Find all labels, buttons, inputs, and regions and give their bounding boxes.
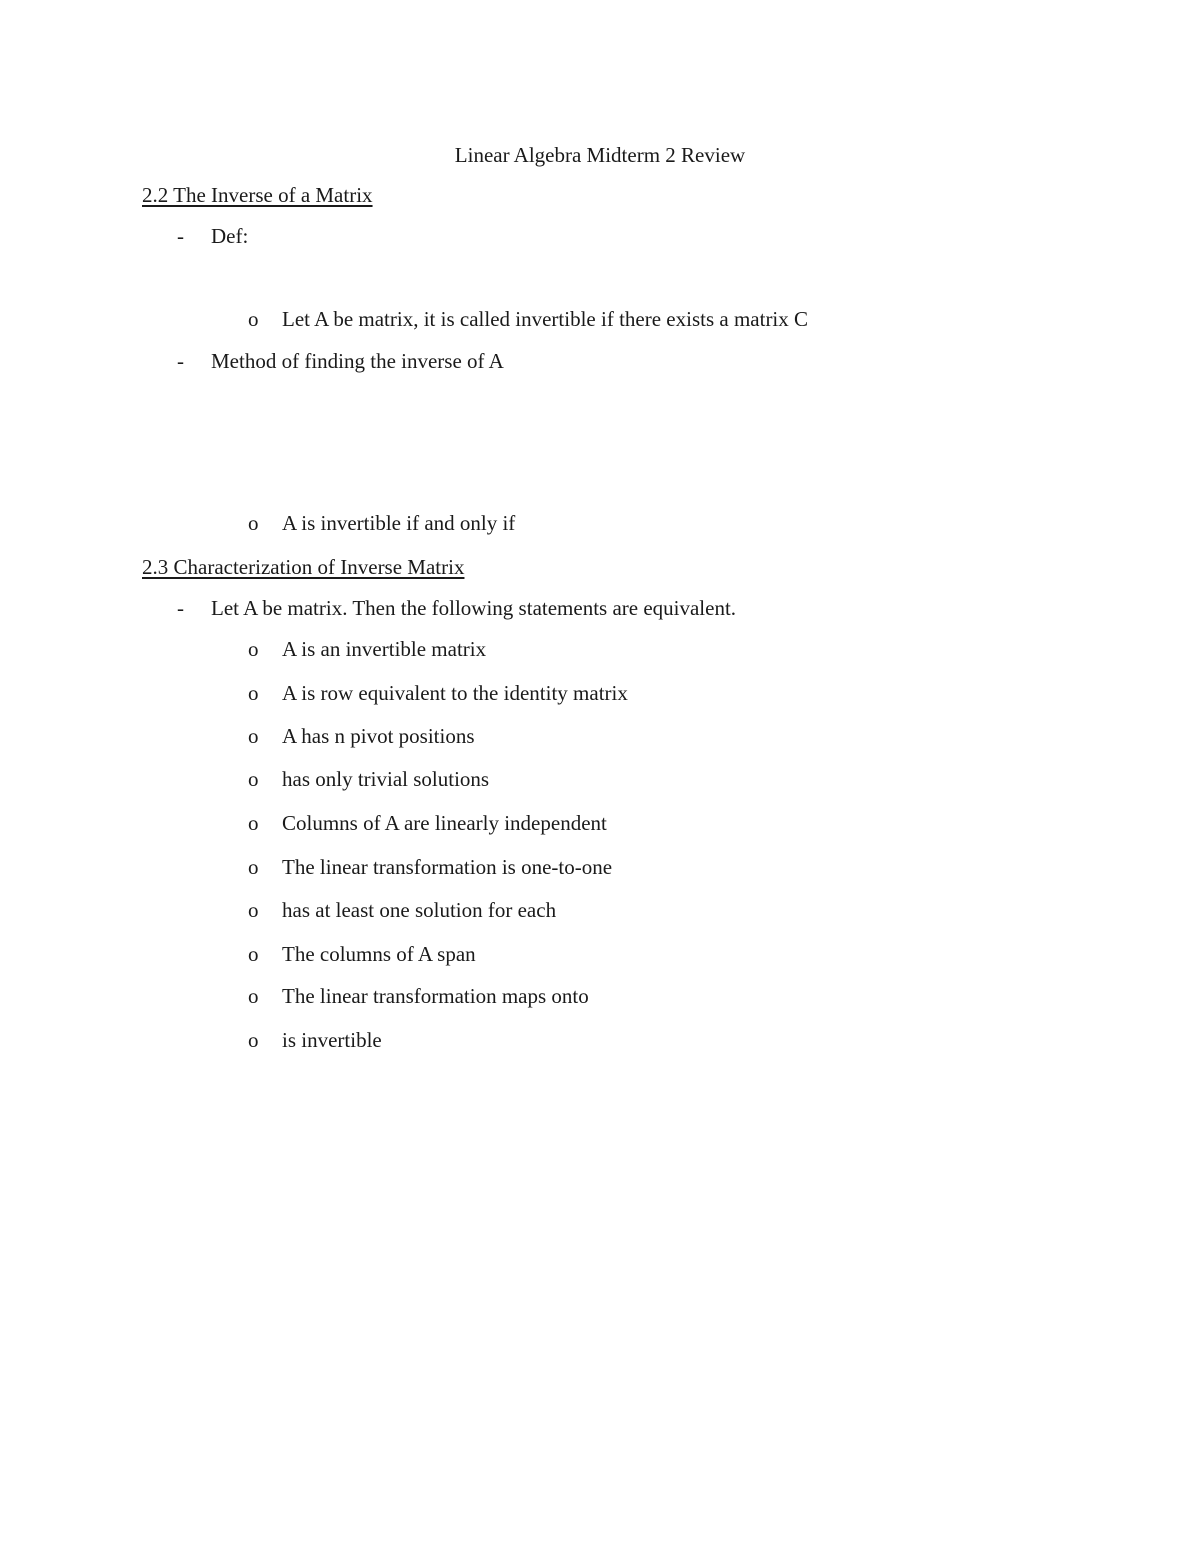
def-label: Def: [211, 224, 249, 248]
bullet-marker: o [248, 307, 259, 331]
list-item-text: A has n pivot positions [282, 724, 475, 748]
bullet-marker: o [248, 681, 259, 705]
method-bullet-text: A is invertible if and only if [282, 511, 516, 535]
list-item-text: The linear transformation is one-to-one [282, 855, 613, 879]
list-item-text: A is an invertible matrix [282, 637, 487, 661]
bullet-marker: o [248, 767, 259, 791]
bullet-marker: o [248, 511, 259, 535]
intro-text: Let A be matrix. Then the following statements are equivalent. [211, 596, 737, 620]
section-heading-2-2: 2.2 The Inverse of a Matrix [142, 183, 373, 207]
method-label: Method of finding the inverse of A [211, 349, 504, 373]
list-item-text: is invertible [282, 1028, 382, 1052]
list-item-text: Columns of A are linearly independent [282, 811, 607, 835]
bullet-marker: o [248, 898, 259, 922]
list-item-text: has only trivial solutions [282, 767, 490, 791]
section-heading-2-3: 2.3 Characterization of Inverse Matrix [142, 555, 465, 579]
list-item-text: The columns of A span [282, 942, 476, 966]
dash-marker: - [177, 349, 184, 373]
dash-marker: - [177, 224, 184, 248]
dash-marker: - [177, 596, 184, 620]
list-item-text: A is row equivalent to the identity matrix [282, 681, 628, 705]
page-title: Linear Algebra Midterm 2 Review [454, 143, 746, 167]
list-item-text: has at least one solution for each [282, 898, 557, 922]
bullet-marker: o [248, 724, 259, 748]
bullet-marker: o [248, 811, 259, 835]
bullet-marker: o [248, 1028, 259, 1052]
bullet-marker: o [248, 942, 259, 966]
list-item-text: The linear transformation maps onto [282, 984, 589, 1008]
def-bullet-text: Let A be matrix, it is called invertible if there exists a matrix C [282, 307, 809, 331]
bullet-marker: o [248, 984, 259, 1008]
bullet-marker: o [248, 637, 259, 661]
bullet-marker: o [248, 855, 259, 879]
